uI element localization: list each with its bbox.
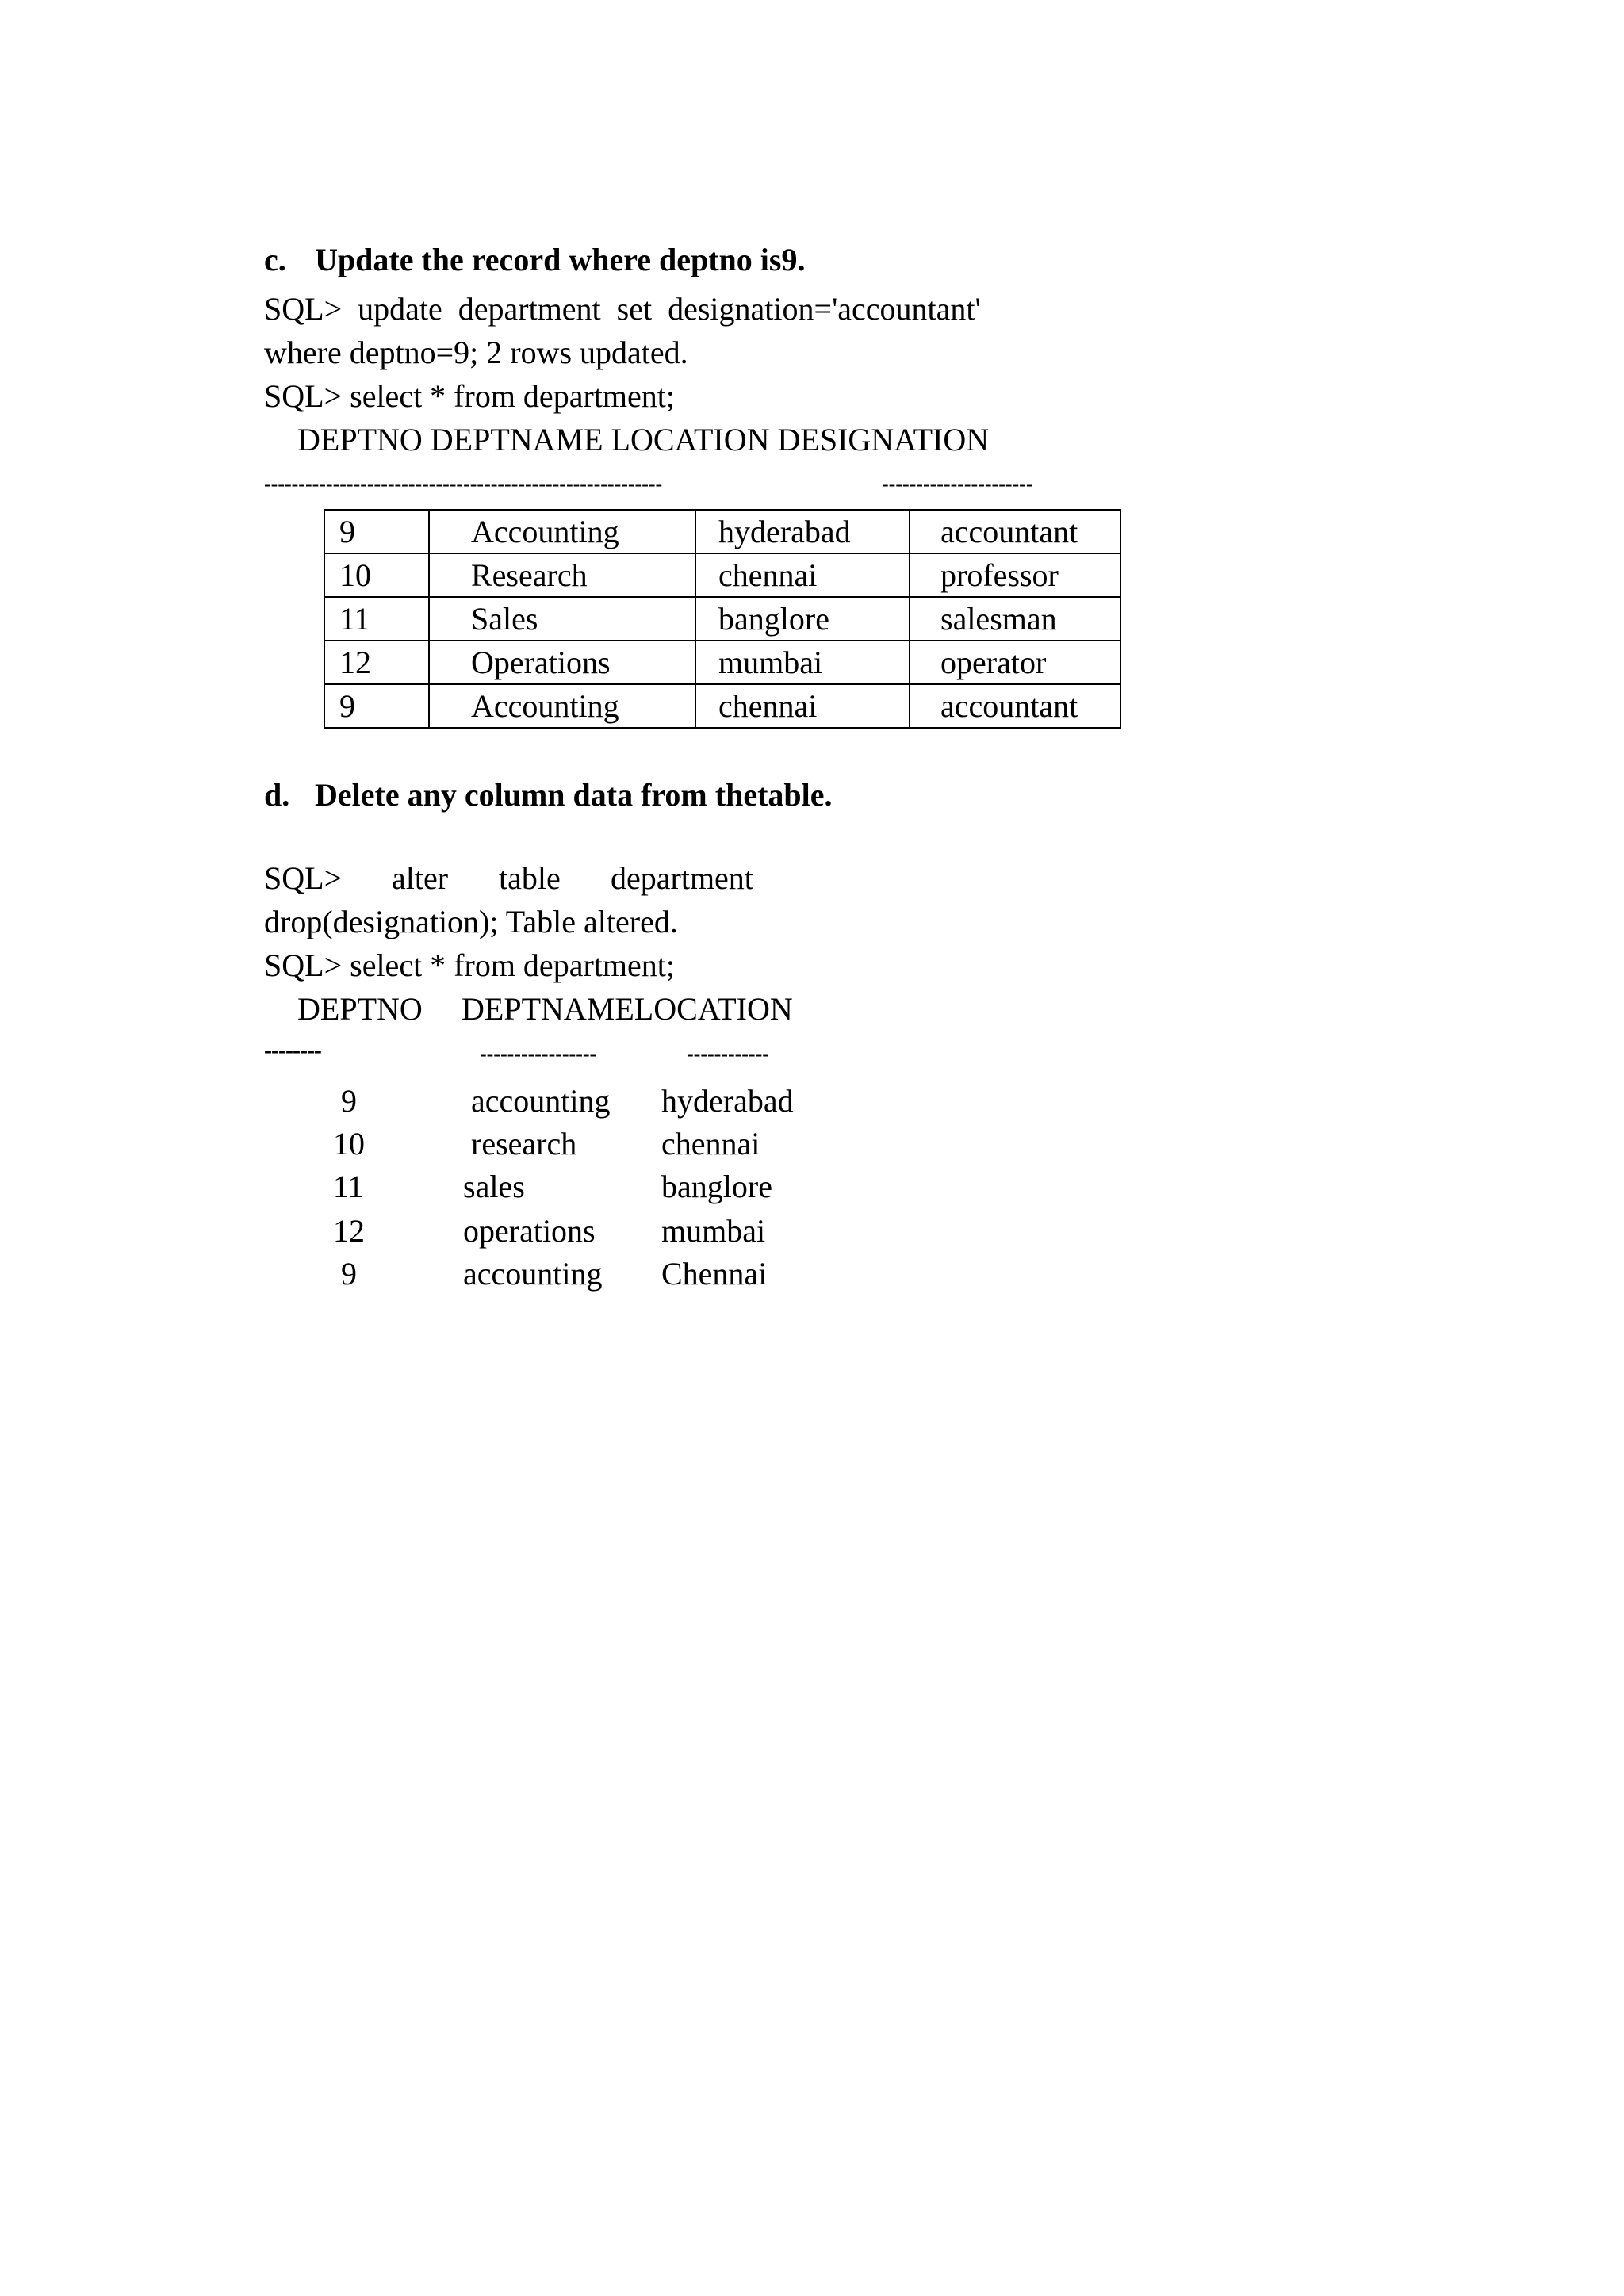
section-c-title: Update the record where deptno is9.: [315, 242, 806, 277]
table-row: [324, 641, 1120, 684]
deptno-cell: 9: [341, 1256, 357, 1292]
separator-d-3: ------------: [687, 1043, 769, 1066]
sql-alter-result-line: drop(designation); Table altered.: [264, 904, 678, 939]
deptname-cell: Operations: [429, 641, 695, 684]
deptno-cell: 11: [333, 1169, 364, 1204]
deptname-cell: Accounting: [429, 510, 695, 553]
deptname-cell: accounting: [471, 1083, 611, 1119]
deptname-cell: Sales: [429, 597, 695, 641]
section-d-heading: [264, 776, 978, 814]
table-row: [324, 684, 1120, 728]
deptno-cell: 9: [324, 510, 429, 553]
location-cell: chennai: [695, 553, 910, 597]
sql-select-line: SQL> select * from department;: [264, 378, 675, 414]
location-cell: chennai: [695, 684, 910, 728]
department-table-c: [324, 509, 1121, 729]
table-row: [324, 510, 1120, 553]
deptno-cell: 10: [333, 1126, 365, 1161]
designation-cell: accountant: [910, 510, 1120, 553]
deptname-cell: Accounting: [429, 684, 695, 728]
result-header-c: DEPTNO DEPTNAME LOCATION DESIGNATION: [297, 422, 990, 457]
table-row: [324, 597, 1120, 641]
deptname-cell: operations: [463, 1213, 596, 1249]
location-cell: banglore: [661, 1169, 772, 1204]
deptname-cell: Research: [429, 553, 695, 597]
designation-cell: operator: [910, 641, 1120, 684]
deptno-cell: 9: [341, 1083, 357, 1119]
designation-cell: salesman: [910, 597, 1120, 641]
location-cell: hyderabad: [661, 1083, 794, 1119]
deptno-cell: 10: [324, 553, 429, 597]
sql-alter-word-3: table: [499, 860, 561, 896]
table-row: [324, 553, 1120, 597]
deptno-cell: 9: [324, 684, 429, 728]
designation-cell: professor: [910, 553, 1120, 597]
deptno-cell: 12: [333, 1213, 365, 1249]
location-cell: banglore: [695, 597, 910, 641]
sql-update-line: SQL> update department set designation='accountant': [264, 291, 981, 327]
deptname-cell: accounting: [463, 1256, 603, 1292]
location-cell: Chennai: [661, 1256, 768, 1292]
section-c-heading: [264, 241, 898, 279]
deptname-cell: sales: [463, 1169, 525, 1204]
separator-d-1: --------: [264, 1037, 321, 1063]
location-cell: mumbai: [695, 641, 910, 684]
location-cell: mumbai: [661, 1213, 766, 1249]
separator-c-2: ----------------------: [882, 473, 1033, 496]
sql-alter-word-2: alter: [392, 860, 449, 896]
deptno-cell: 11: [324, 597, 429, 641]
sql-select-line-d: SQL> select * from department;: [264, 947, 675, 983]
deptname-cell: research: [471, 1126, 577, 1161]
designation-cell: accountant: [910, 684, 1120, 728]
separator-d-2: -----------------: [480, 1043, 597, 1066]
sql-alter-word-1: SQL>: [264, 860, 343, 896]
location-cell: hyderabad: [695, 510, 910, 553]
result-header-d-rest: DEPTNAMELOCATION: [462, 991, 793, 1027]
section-c-label: c.: [264, 242, 286, 277]
section-d-label: d.: [264, 777, 290, 813]
sql-alter-word-4: department: [611, 860, 753, 896]
section-d-title: Delete any column data from thetable.: [315, 777, 833, 813]
deptno-cell: 12: [324, 641, 429, 684]
result-header-d-deptno: DEPTNO: [297, 991, 423, 1027]
sql-update-result-line: where deptno=9; 2 rows updated.: [264, 335, 688, 370]
location-cell: chennai: [661, 1126, 760, 1161]
separator-c-1: ----------------------------------------------------------: [264, 473, 663, 496]
